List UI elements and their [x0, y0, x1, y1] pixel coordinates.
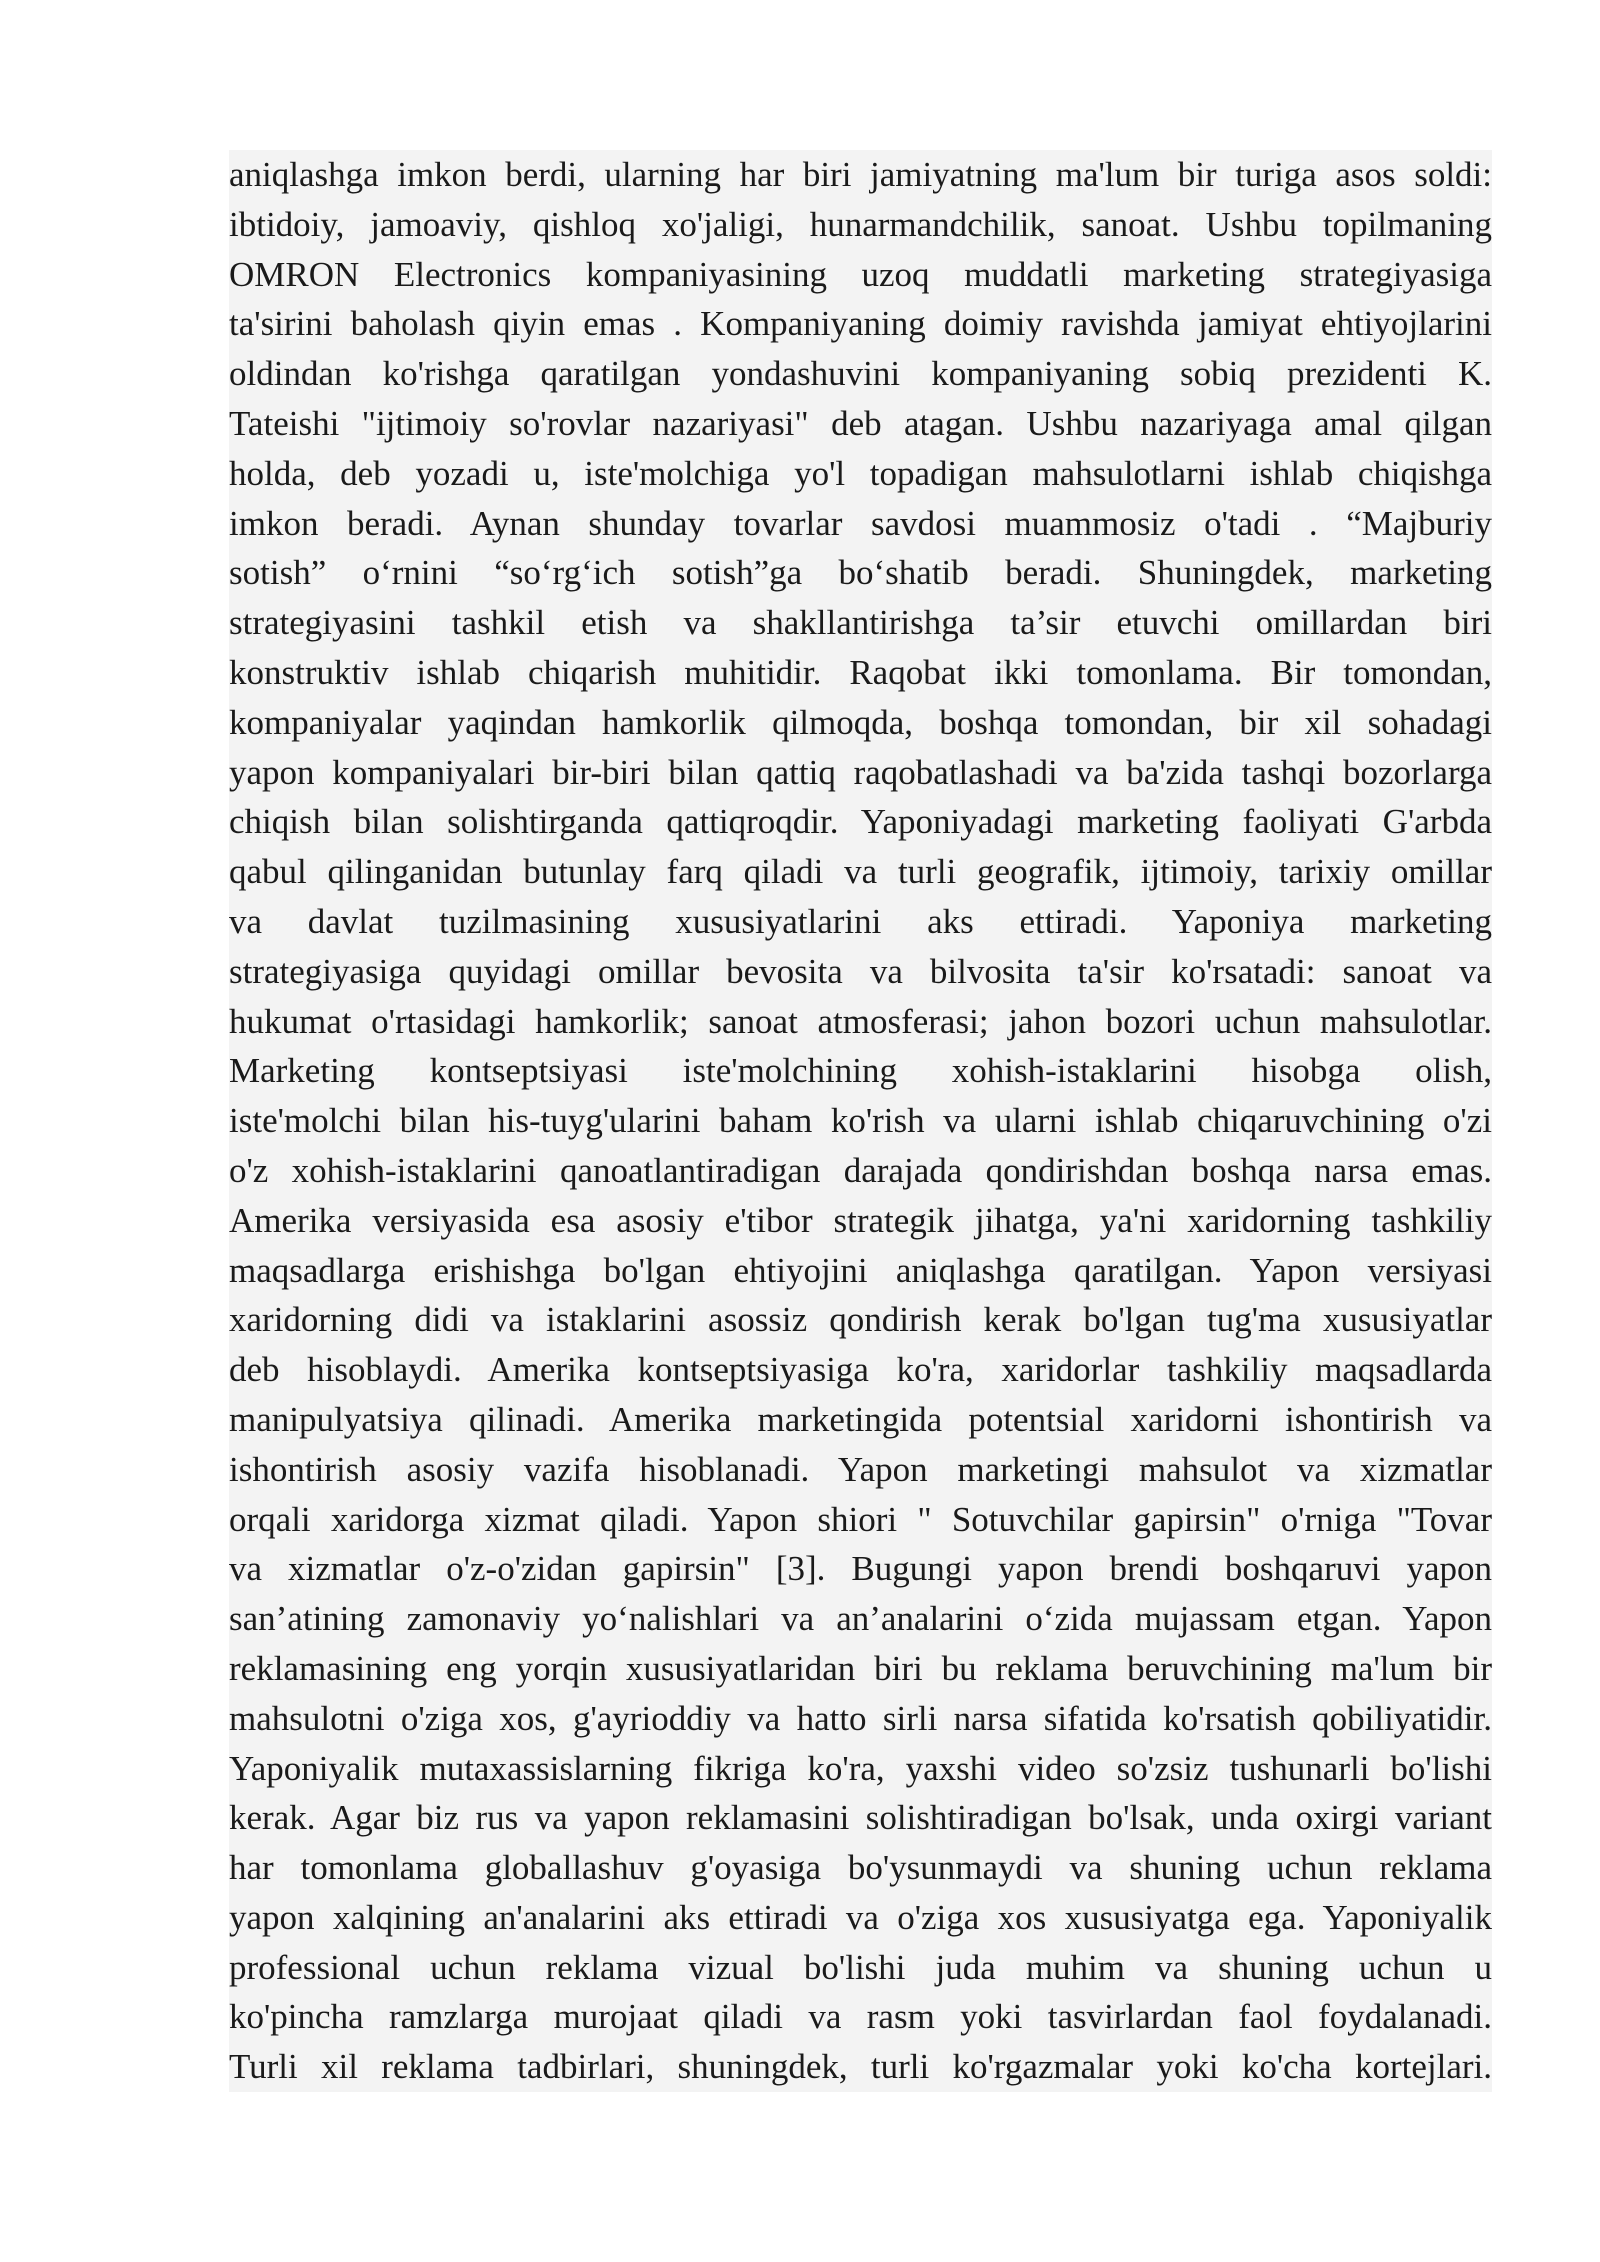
text-line: oldindan ko'rishga qaratilgan yondashuvini kompaniyaning sobiq prezidenti K. [229, 349, 1492, 399]
text-line: iste'molchi bilan his-tuyg'ularini baham ko'rish va ularni ishlab chiqaruvchining o'zi [229, 1096, 1492, 1146]
text-line: hukumat o'rtasidagi hamkorlik; sanoat atmosferasi; jahon bozori uchun mahsulotlar. [229, 997, 1492, 1047]
text-line: manipulyatsiya qilinadi. Amerika marketingida potentsial xaridorni ishontirish va [229, 1395, 1492, 1445]
text-line: ta'sirini baholash qiyin emas . Kompaniyaning doimiy ravishda jamiyat ehtiyojlarini [229, 299, 1492, 349]
text-line: professional uchun reklama vizual bo'lishi juda muhim va shuning uchun u [229, 1943, 1492, 1993]
text-line: mahsulotni o'ziga xos, g'ayrioddiy va hatto sirli narsa sifatida ko'rsatish qobiliyatidir. [229, 1694, 1492, 1744]
text-line: OMRON Electronics kompaniyasining uzoq muddatli marketing strategiyasiga [229, 250, 1492, 300]
text-line: strategiyasini tashkil etish va shakllantirishga ta’sir etuvchi omillardan biri [229, 598, 1492, 648]
text-line: imkon beradi. Aynan shunday tovarlar savdosi muammosiz o'tadi . “Majburiy [229, 499, 1492, 549]
text-line: deb hisoblaydi. Amerika kontseptsiyasiga ko'ra, xaridorlar tashkiliy maqsadlarda [229, 1345, 1492, 1395]
text-line: kerak. Agar biz rus va yapon reklamasini solishtiradigan bo'lsak, unda oxirgi variant [229, 1793, 1492, 1843]
text-line: strategiyasiga quyidagi omillar bevosita va bilvosita ta'sir ko'rsatadi: sanoat va [229, 947, 1492, 997]
text-line: kompaniyalar yaqindan hamkorlik qilmoqda, boshqa tomondan, bir xil sohadagi [229, 698, 1492, 748]
text-line: maqsadlarga erishishga bo'lgan ehtiyojini aniqlashga qaratilgan. Yapon versiyasi [229, 1246, 1492, 1296]
text-line: har tomonlama globallashuv g'oyasiga bo'ysunmaydi va shuning uchun reklama [229, 1843, 1492, 1893]
text-line: Tateishi "ijtimoiy so'rovlar nazariyasi" deb atagan. Ushbu nazariyaga amal qilgan [229, 399, 1492, 449]
text-line: aniqlashga imkon berdi, ularning har biri jamiyatning ma'lum bir turiga asos soldi: [229, 150, 1492, 200]
text-line: Turli xil reklama tadbirlari, shuningdek, turli ko'rgazmalar yoki ko'cha kortejlari. [229, 2042, 1492, 2092]
text-line: ko'pincha ramzlarga murojaat qiladi va rasm yoki tasvirlardan faol foydalanadi. [229, 1992, 1492, 2042]
text-line: orqali xaridorga xizmat qiladi. Yapon shiori " Sotuvchilar gapirsin" o'rniga "Tovar [229, 1495, 1492, 1545]
text-line: va xizmatlar o'z-o'zidan gapirsin" [3]. Bugungi yapon brendi boshqaruvi yapon [229, 1544, 1492, 1594]
text-line: holda, deb yozadi u, iste'molchiga yo'l topadigan mahsulotlarni ishlab chiqishga [229, 449, 1492, 499]
document-page [229, 150, 1492, 2092]
text-line: Yaponiyalik mutaxassislarning fikriga ko'ra, yaxshi video so'zsiz tushunarli bo'lishi [229, 1744, 1492, 1794]
text-line: reklamasining eng yorqin xususiyatlaridan biri bu reklama beruvchining ma'lum bir [229, 1644, 1492, 1694]
text-line: yapon kompaniyalari bir-biri bilan qattiq raqobatlashadi va ba'zida tashqi bozorlarga [229, 748, 1492, 798]
text-line: chiqish bilan solishtirganda qattiqroqdir. Yaponiyadagi marketing faoliyati G'arbda [229, 797, 1492, 847]
text-line: ishontirish asosiy vazifa hisoblanadi. Yapon marketingi mahsulot va xizmatlar [229, 1445, 1492, 1495]
text-line: ibtidoiy, jamoaviy, qishloq xo'jaligi, hunarmandchilik, sanoat. Ushbu topilmaning [229, 200, 1492, 250]
text-line: sotish” o‘rnini “so‘rg‘ich sotish”ga bo‘shatib beradi. Shuningdek, marketing [229, 548, 1492, 598]
text-line: yapon xalqining an'analarini aks ettiradi va o'ziga xos xususiyatga ega. Yaponiyalik [229, 1893, 1492, 1943]
text-line: xaridorning didi va istaklarini asossiz qondirish kerak bo'lgan tug'ma xususiyatlar [229, 1295, 1492, 1345]
text-line: san’atining zamonaviy yo‘nalishlari va an’analarini o‘zida mujassam etgan. Yapon [229, 1594, 1492, 1644]
text-line: Marketing kontseptsiyasi iste'molchining xohish-istaklarini hisobga olish, [229, 1046, 1492, 1096]
text-line: va davlat tuzilmasining xususiyatlarini aks ettiradi. Yaponiya marketing [229, 897, 1492, 947]
text-line: qabul qilinganidan butunlay farq qiladi va turli geografik, ijtimoiy, tarixiy omillar [229, 847, 1492, 897]
text-line: o'z xohish-istaklarini qanoatlantiradigan darajada qondirishdan boshqa narsa emas. [229, 1146, 1492, 1196]
text-line: konstruktiv ishlab chiqarish muhitidir. Raqobat ikki tomonlama. Bir tomondan, [229, 648, 1492, 698]
text-line: Amerika versiyasida esa asosiy e'tibor strategik jihatga, ya'ni xaridorning tashkiliy [229, 1196, 1492, 1246]
